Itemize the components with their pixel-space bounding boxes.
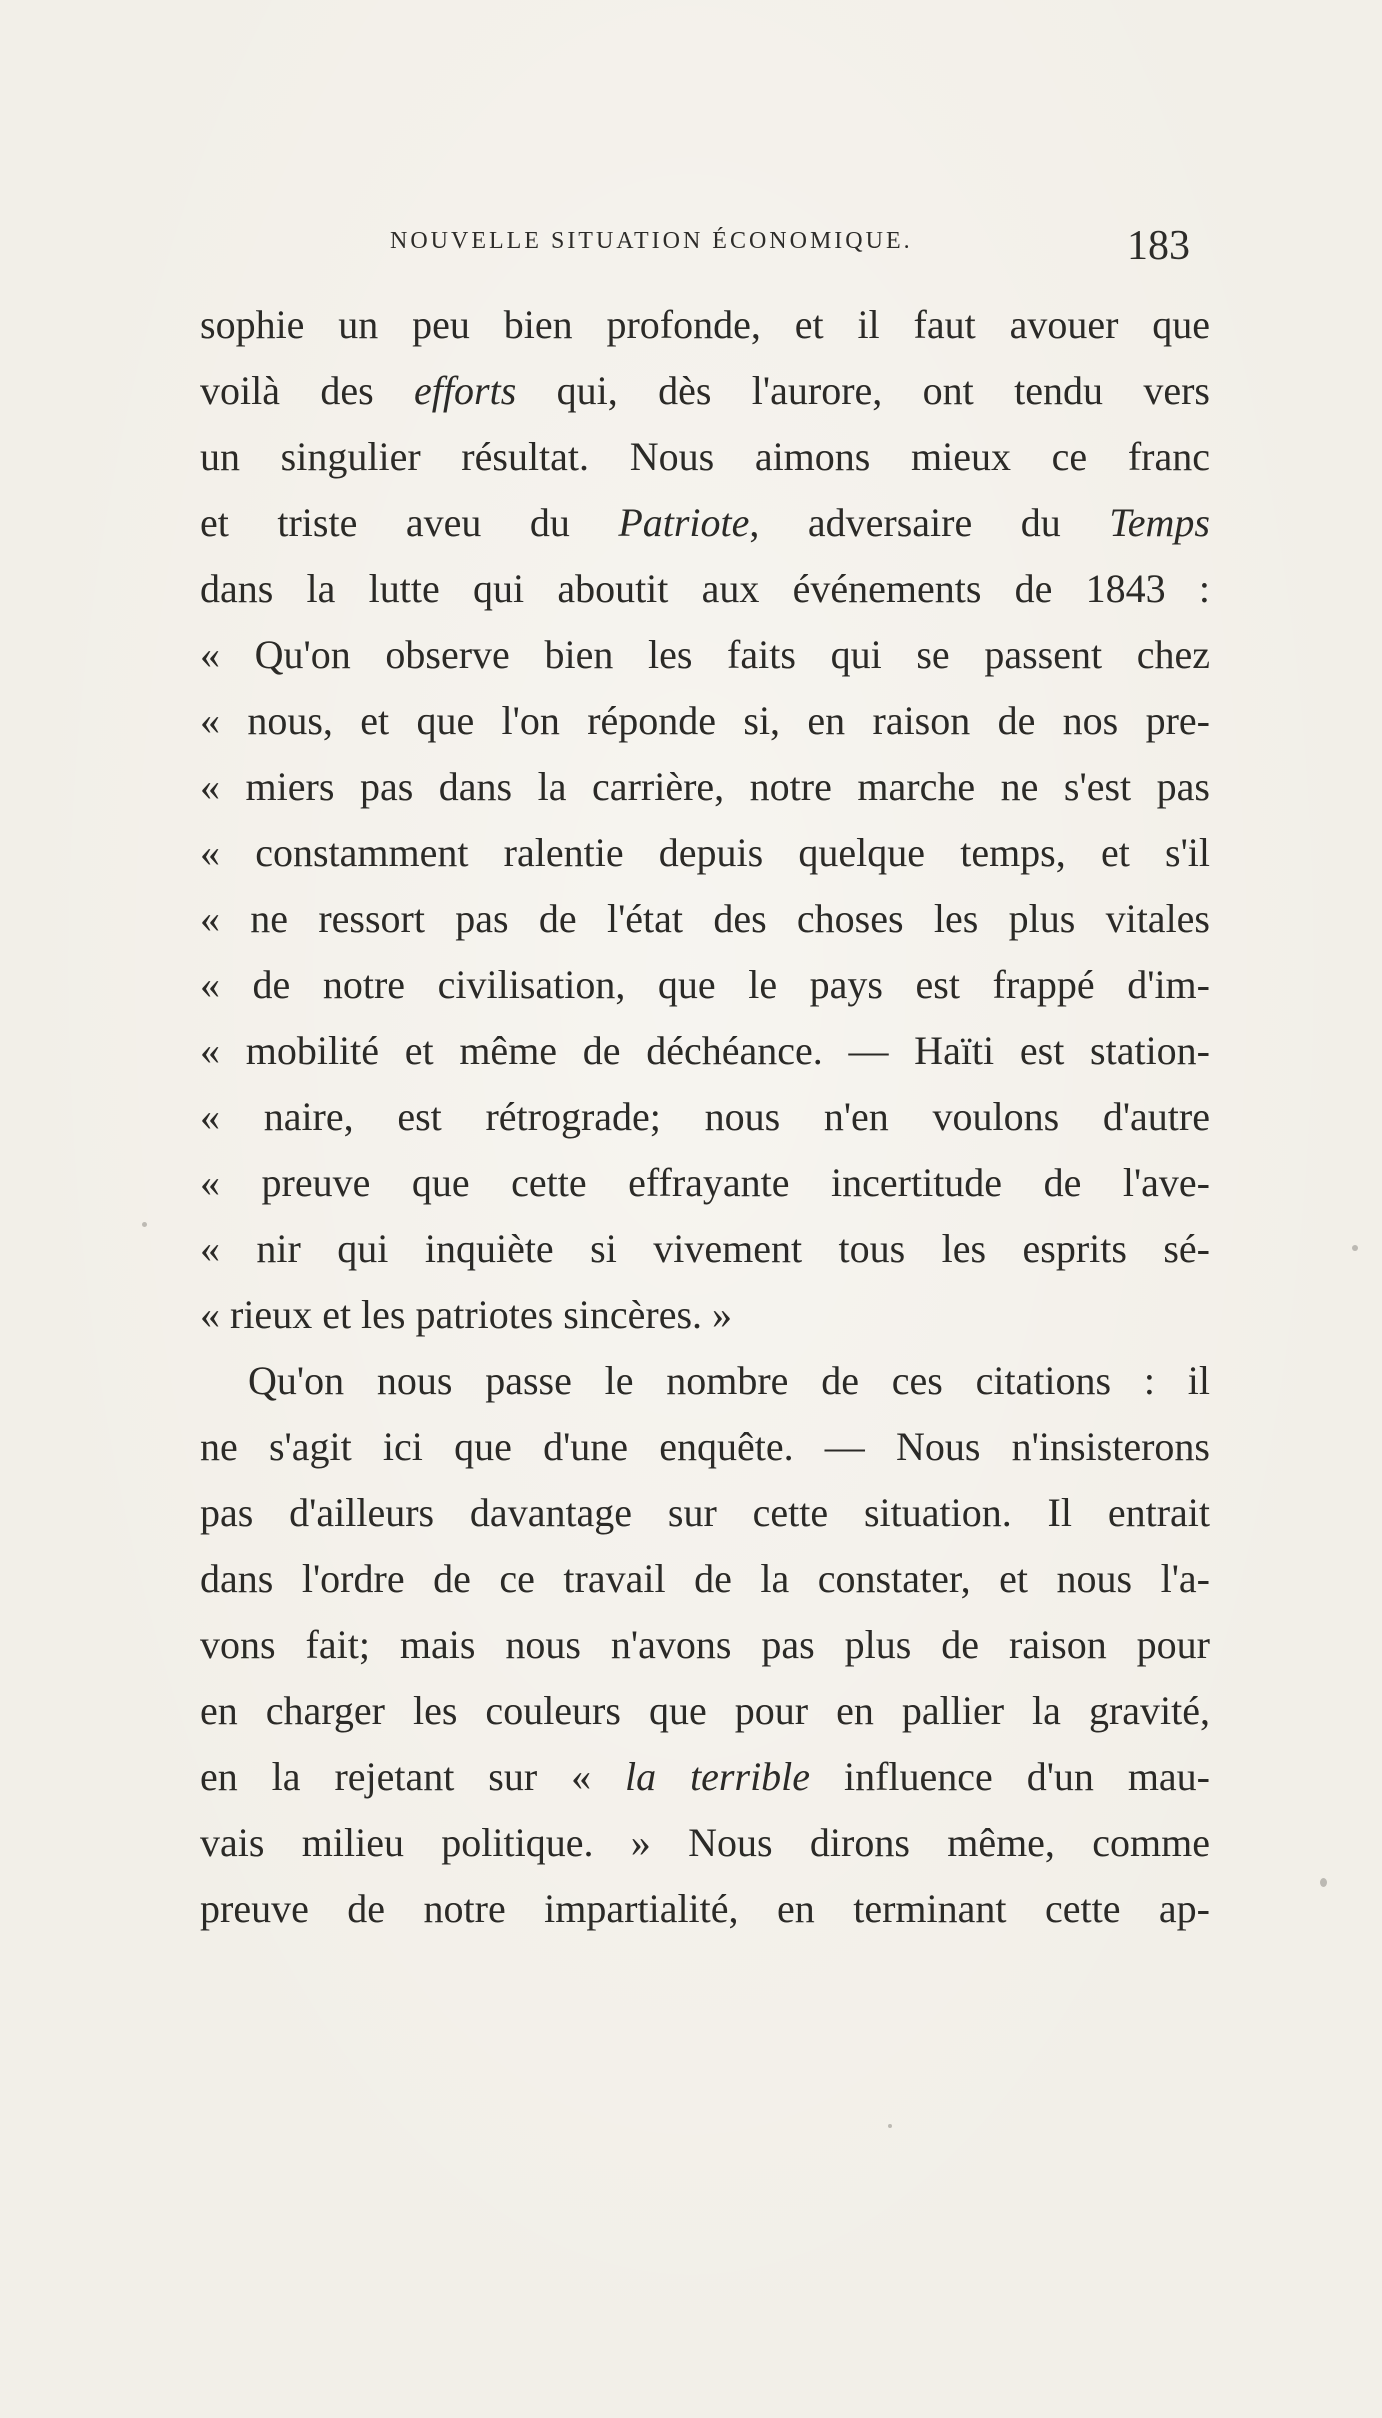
paper-speck — [142, 1222, 147, 1227]
text-line: « rieux et les patriotes sincères. » — [200, 1292, 733, 1337]
text-line: « constamment ralentie depuis quelque temps, et s'il — [200, 830, 1210, 875]
text-line: et triste aveu du Patriote, adversaire du Temps — [200, 500, 1210, 545]
text-line: sophie un peu bien profonde, et il faut avouer que — [200, 302, 1210, 347]
page-number: 183 — [1127, 223, 1190, 269]
text-line: en charger les couleurs que pour en pallier la gravité, — [200, 1688, 1210, 1733]
text-line: « preuve que cette effrayante incertitude de l'ave- — [200, 1160, 1210, 1205]
text-line: « miers pas dans la carrière, notre marche ne s'est pas — [200, 764, 1210, 809]
text-line: ne s'agit ici que d'une enquête. — Nous n'insisterons — [200, 1424, 1210, 1469]
text-line: dans la lutte qui aboutit aux événements de 1843 : — [200, 566, 1210, 611]
paper-speck — [1320, 1878, 1327, 1887]
text-line: « naire, est rétrograde; nous n'en voulons d'autre — [200, 1094, 1210, 1139]
paper-speck — [888, 2124, 892, 2128]
emphasis: efforts — [414, 368, 517, 413]
text-line: un singulier résultat. Nous aimons mieux ce franc — [200, 434, 1210, 479]
emphasis: Patriote — [618, 500, 750, 545]
text-line: en la rejetant sur « la terrible influence d'un mau- — [200, 1754, 1211, 1799]
page-header — [390, 222, 1190, 272]
text-line: « ne ressort pas de l'état des choses les plus vitales — [200, 896, 1210, 941]
text-line: dans l'ordre de ce travail de la constater, et nous l'a- — [200, 1556, 1210, 1601]
text-line: « de notre civilisation, que le pays est frappé d'im- — [200, 962, 1210, 1007]
text-line: « nous, et que l'on réponde si, en raison de nos pre- — [200, 698, 1210, 743]
text-line: Qu'on nous passe le nombre de ces citations : il — [248, 1358, 1210, 1403]
body-text — [200, 292, 1210, 1942]
text-line: vons fait; mais nous n'avons pas plus de raison pour — [200, 1622, 1210, 1667]
text-line: pas d'ailleurs davantage sur cette situation. Il entrait — [200, 1490, 1210, 1535]
running-title: NOUVELLE SITUATION ÉCONOMIQUE. — [390, 228, 913, 254]
paper-speck — [1352, 1245, 1358, 1251]
emphasis: la terrible — [625, 1754, 811, 1799]
text-line: vais milieu politique. » Nous dirons même, comme — [200, 1820, 1210, 1865]
text-line: voilà des efforts qui, dès l'aurore, ont tendu vers — [200, 368, 1210, 413]
text-line: « Qu'on observe bien les faits qui se passent chez — [200, 632, 1210, 677]
text-line: « nir qui inquiète si vivement tous les esprits sé- — [200, 1226, 1210, 1271]
text-line: « mobilité et même de déchéance. — Haïti est station- — [200, 1028, 1210, 1073]
text-line: preuve de notre impartialité, en terminant cette ap- — [200, 1886, 1210, 1931]
emphasis: Temps — [1109, 500, 1210, 545]
